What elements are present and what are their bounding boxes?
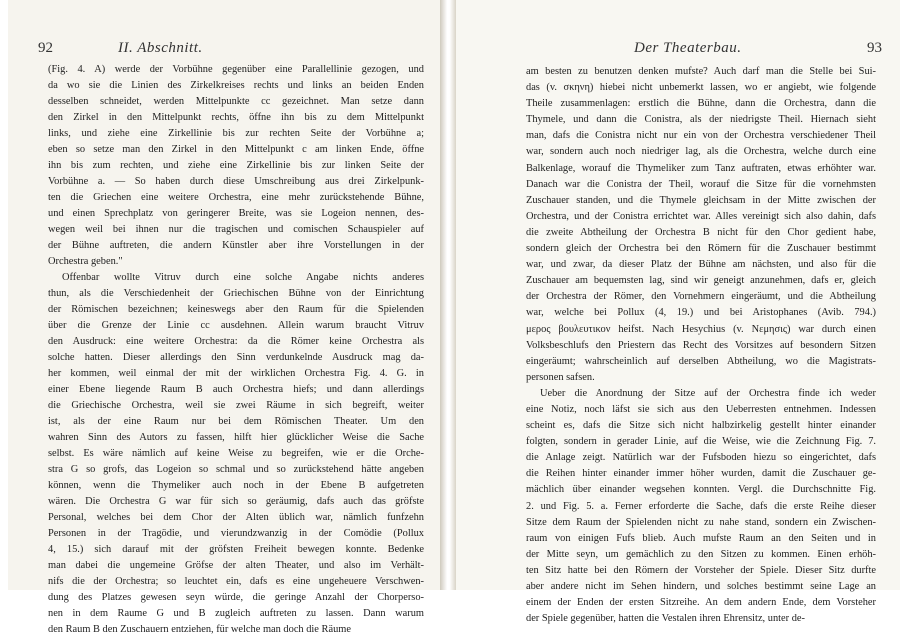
text-line: ist, als der eine Raum nur bei dem Römischen Theater. Um den [48, 416, 424, 427]
text-line: ihn bis zum rechten, und ziehe eine Zirkellinie bis zur linken Seite der [48, 160, 424, 171]
text-line: stra G so grofs, das Logeion so schmal und so zurückstehend hätte angeben [48, 464, 424, 475]
text-line: den Ausdruck: eine weitere Orchestra: da die Römer keine Orchestra als [48, 336, 424, 347]
left-page-header [38, 40, 418, 58]
text-line: der Bühne auftreten, die andern Künstler aber ihre Vorstellungen in der [48, 240, 424, 251]
text-line: aber andere nicht im Sehen hindern, und solches bestimmt seine Lage an [526, 581, 876, 592]
text-line: 4, 15.) sich darauf mit der gröfsten Freiheit bewegen konnte. Bedenke [48, 544, 424, 555]
text-line: nifs die der Orchestra; so leuchtet ein, dafs es eine ungeheuere Verschwen- [48, 576, 424, 587]
left-page [8, 0, 440, 635]
text-line: eingeräumt; wahrscheinlich auf derselben Abtheilung, wo die Magistrats- [526, 355, 876, 367]
text-line: man dabei die ungemeine Gröfse der alten Theater, und also im Verhält- [48, 560, 424, 571]
text-line: der Römischen bezeichnen; keineswegs aber den Raum für die Spielenden [48, 304, 424, 315]
text-line: dung des Platzes gewesen seyn würde, die geringe Anzahl der Chorperso- [48, 592, 424, 603]
text-line: man, dafs die Conistra nicht nur ein von der Orchestra verschiedener Theil [526, 130, 876, 142]
text-line: eben so setze man den Zirkel in den Mittelpunkt c am linken Ende, öffne [48, 144, 424, 155]
text-line: nen in dem Raume G und B zugleich auftreten zu lassen. Dann warum [48, 608, 424, 619]
text-line: scheint es, dafs die Sitze sich nicht halbzirkelig gestellt hinter einander [526, 420, 876, 432]
text-line: wegen weil bei ihnen nur die tragischen und comischen Schauspieler auf [48, 224, 424, 235]
text-line: Thymele, und dann die Conistra, als der niedrigste Theil. Hiernach sieht [526, 114, 876, 126]
text-line: Personal, welches bei dem Chor der Alten üblich war, nämlich funfzehn [48, 512, 424, 523]
text-line: sondern gleich der Orchestra bei den Römern für die Zuschauer bestimmt [526, 243, 876, 255]
book-gutter [440, 0, 456, 590]
right-page [456, 0, 900, 625]
text-line: Danach war die Conistra der Theil, worauf die Sitze für die vornehmsten [526, 178, 876, 190]
right-page-header [522, 40, 882, 58]
running-title: Der Theaterbau. [634, 40, 742, 56]
section-title: II. Abschnitt. [118, 40, 203, 56]
left-page-number: 92 [38, 40, 53, 56]
text-line: Zuschauer am bequemsten lag, sind wir geneigt anzunehmen, dafs er, gleich [526, 275, 876, 287]
text-line: Theile zusammenlagen: erstlich die Bühne, dann die Orchestra, dann die [526, 98, 876, 110]
text-line: Personen in der Tragödie, und vierundzwanzig in der Comödie (Pollux [48, 528, 424, 539]
text-line: folgten, sondern in gerader Linie, auf die Weise, wie die Zeichnung Fig. 7. [526, 436, 876, 448]
text-line: war, und zwar, da dieser Platz der Bühne am nächsten, und also für die [526, 259, 876, 271]
text-line: Balkenlage, worauf die Thymeliker zum Tanz auftraten, etwas erhöhter war. [526, 162, 876, 174]
left-page-body [48, 62, 424, 638]
text-line: einem der Enden der ersten Sitzreihe. An dem andern Ende, dem Vorsteher [526, 597, 876, 609]
text-line: desselben schneidet, werden Mittelpunkte cc gezeichnet. Man setze dann [48, 96, 424, 107]
text-line: einer Ebene liegende Raum B auch Orchestra hiefs; und dann allerdings [48, 384, 424, 395]
text-line: wären. Die Orchestra G war für sich so geräumig, dafs auch das gröfste [48, 496, 424, 507]
text-line: der Spiele gegenüber, hatten die Vestalen ihren Ehrensitz, unter de- [526, 613, 805, 625]
text-line: Orchestra geben." [48, 256, 123, 267]
text-line: die Griechische Orchestra, weil sie zwei Räume in sich begreift, weiter [48, 400, 424, 411]
right-page-body [526, 64, 876, 627]
text-line: Vorbühne a. — So haben durch diese Umschreibung aus drei Zirkelpunk- [48, 176, 424, 187]
text-line: und einen Sprechplatz von geringerer Breite, was sie Logeion nennen, des- [48, 208, 424, 219]
text-line: die Reihen hinter einander immer höher wurden, damit die Zuschauer ge- [526, 468, 876, 480]
text-line: über die Grenze der Linie cc ausdehnen. Allein warum braucht Vitruv [48, 320, 424, 331]
text-line: eine Notiz, noch läfst sie sich aus den Ueberresten entnehmen. Indessen [526, 403, 876, 415]
text-line: am besten zu benutzen denken mufste? Auch darf man die Stelle bei Sui- [526, 66, 876, 77]
text-line: Sitze dem Raum der Spielenden nicht zu nahe stand, sondern ein Zwischen- [526, 516, 876, 528]
text-line: Zuschauer standen, und die Thymele gleichsam in der Mitte zwischen der [526, 194, 876, 206]
text-line: wahren Sinn des Autors zu fassen, hilft hier glücklicher Weise die Sache [48, 432, 424, 443]
text-line: Offenbar wollte Vitruv durch eine solche Angabe nichts anderes [62, 272, 424, 283]
text-line: der Orchestra der Römer, den Vornehmern eingeräumt, und die Abtheilung [526, 291, 876, 303]
text-line: Volksbeschlufs den Priestern das Recht des Vorsitzes auf besondern Sitzen [526, 339, 876, 351]
text-line: können, wenn die Thymeliker auch noch in der Ebene B aufgetreten [48, 480, 424, 491]
text-line: der Mitte seyn, um gemächlich zu den Sitzen zu kommen. Einen erhöh- [526, 548, 876, 560]
text-line: selbst. Es wäre nämlich auf keine Weise zu begreifen, wie er die Orche- [48, 448, 424, 459]
text-line: solche hatten. Dieser allerdings den Sinn verdunkelnde Ausdruck mag da- [48, 352, 424, 363]
text-line: da wo sie die Linien des Zirkelkreises rechts und links an beiden Enden [48, 80, 424, 91]
text-line: den Raum B den Zuschauern entziehen, für welche man doch die Räume [48, 624, 351, 635]
text-line: das (v. σκηνη) hiebei nicht unbemerkt lassen, wo er angiebt, wie folgende [526, 82, 876, 94]
text-line: μερος βουλευτικον heifst. Nach Hesychius (v. Νεμησις) war durch einen [526, 323, 876, 335]
text-line: her kommen, weil einmal der mit der wirklichen Orchestra Fig. 4. G. in [48, 368, 424, 379]
text-line: die Anlage zeigt. Natürlich war der Fufsboden hiezu so eingerichtet, dafs [526, 452, 876, 464]
text-line: mächlich über einander wegsehen konnten. Vergl. die Durchschnitte Fig. [526, 484, 876, 496]
text-line: den Zirkel in den Mittelpunkt rechts, öffne ihn bis zu dem Mittelpunkt [48, 112, 424, 123]
text-line: war, sondern auch noch niedriger lag, als die Orchestra, welche durch eine [526, 146, 876, 158]
text-line: thun, als die Verschiedenheit der Griechischen Bühne von der Einrichtung [48, 288, 424, 299]
text-line: ten Sitz hatte bei den Römern der Vorsteher der Spiele. Dieser Sitz durfte [526, 564, 876, 576]
text-line: personen safsen. [526, 371, 595, 383]
text-line: ten die Griechen eine weitere Orchestra, eine mehr zurückstehende Bühne, [48, 192, 424, 203]
text-line: 2. und Fig. 5. a. Ferner erforderte die Sache, dafs die erste Reihe dieser [526, 500, 876, 512]
text-line: Ueber die Anordnung der Sitze auf der Orchestra finde ich weder [540, 387, 876, 399]
text-line: (Fig. 4. A) werde der Vorbühne gegenüber eine Parallellinie gezogen, und [48, 64, 424, 75]
text-line: war, welche bei Pollux (4, 19.) und bei Aristophanes (Avib. 794.) [526, 307, 876, 319]
text-line: links, und ziehe eine Zirkellinie bis zur rechten Seite der Vorbühne a; [48, 128, 424, 139]
text-line: die zweite Abtheilung der Orchestra B nicht für den Chor gedient habe, [526, 226, 876, 238]
text-line: raum von einigen Fufs blieb. Auch mufste Raum an den Seiten und in [526, 532, 876, 544]
right-page-number: 93 [867, 40, 882, 56]
text-line: Orchestra, und der Conistra errichtet war. Alles vereinigt sich also dahin, dafs [526, 210, 876, 222]
